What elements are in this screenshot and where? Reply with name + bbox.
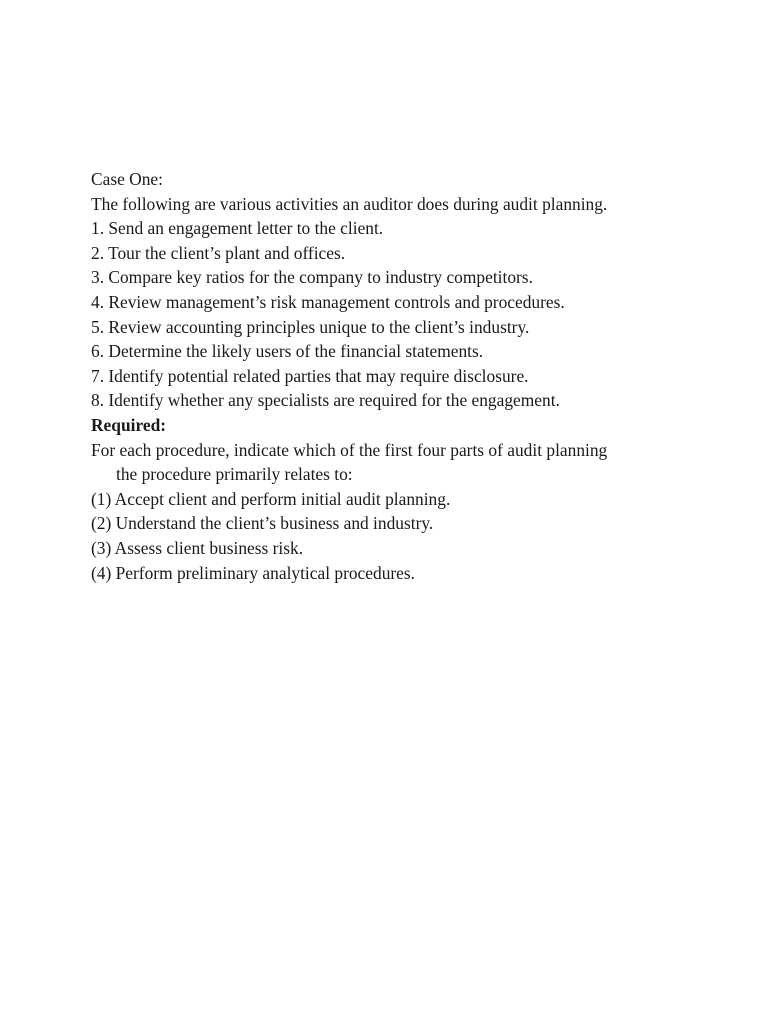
activity-item: 4. Review management’s risk management controls and procedures. [91, 291, 565, 312]
activity-item: 8. Identify whether any specialists are required for the engagement. [91, 390, 560, 411]
activity-item: 2. Tour the client’s plant and offices. [91, 242, 346, 263]
audit-part-item: (4) Perform preliminary analytical procedures. [91, 562, 416, 583]
document-body [91, 167, 711, 585]
audit-part-item: (2) Understand the client’s business and industry. [91, 513, 434, 534]
case-heading: Case One: [91, 169, 163, 189]
audit-part-item: (1) Accept client and perform initial audit planning. [91, 488, 451, 509]
required-heading: Required: [91, 414, 167, 435]
instruction-text: For each procedure, indicate which of the first four parts of audit planning [91, 439, 608, 460]
intro-text: The following are various activities an auditor does during audit planning. [91, 193, 608, 214]
activity-item: 5. Review accounting principles unique to the client’s industry. [91, 316, 530, 337]
activity-item: 3. Compare key ratios for the company to industry competitors. [91, 267, 533, 288]
instruction-text-continued: the procedure primarily relates to: [116, 464, 353, 485]
activity-item: 1. Send an engagement letter to the client. [91, 218, 384, 239]
activity-item: 7. Identify potential related parties that may require disclosure. [91, 365, 529, 386]
activity-item: 6. Determine the likely users of the financial statements. [91, 341, 484, 362]
audit-part-item: (3) Assess client business risk. [91, 537, 304, 558]
